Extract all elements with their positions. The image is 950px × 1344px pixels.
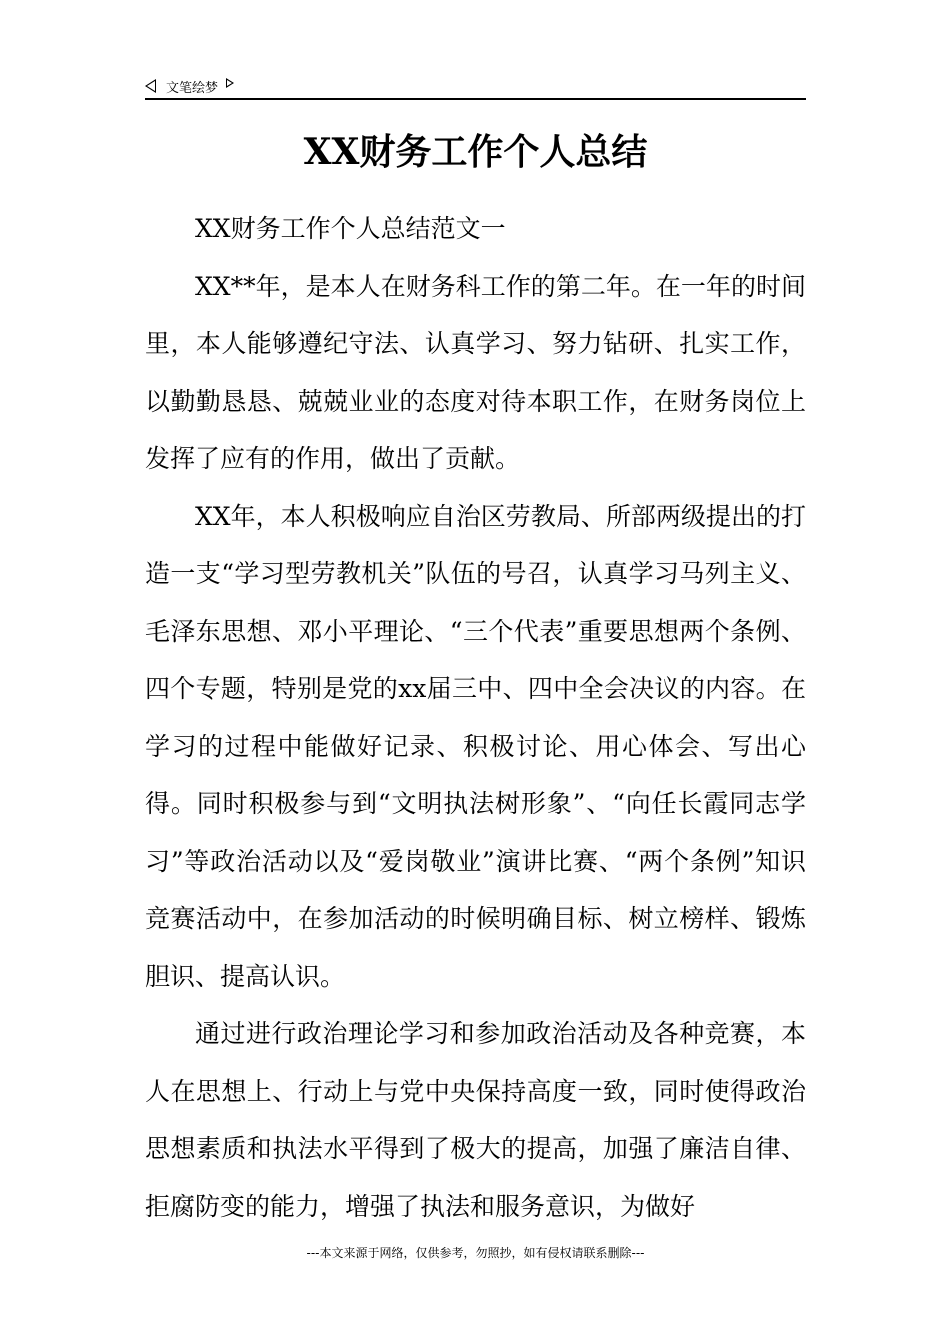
paragraph: XX年，本人积极响应自治区劳教局、所部两级提出的打造一支“学习型劳教机关”队伍的号召，认真学习马列主义、毛泽东思想、邓小平理论、“三个代表”重要思想两个条例、四个专题，特别是党的xx届三中、四中全会决议的内容。在学习的过程中能做好记录、积极讨论、用心体会、写出心得。同时积极参与到“文明执法树形象”、“向任长霞同志学习”等政治活动以及“爱岗敬业”演讲比赛、“两个条例”知识竞赛活动中，在参加活动的时候明确目标、树立榜样、锻炼胆识、提高认识。 <box>145 501 806 991</box>
paragraph: XX**年，是本人在财务科工作的第二年。在一年的时间里，本人能够遵纪守法、认真学习、努力钻研、扎实工作，以勤勤恳恳、兢兢业业的态度对待本职工作，在财务岗位上发挥了应有的作用，做出了贡献。 <box>145 271 806 473</box>
triangle-right-icon <box>226 78 234 88</box>
document-footer: ---本文来源于网络，仅供参考，勿照抄，如有侵权请联系删除--- <box>306 1246 645 1260</box>
header-brand: 文笔绘梦 <box>166 80 219 96</box>
document-body <box>145 200 806 1235</box>
triangle-left-icon <box>145 79 156 93</box>
document-title: XX财务工作个人总结 <box>303 131 648 173</box>
document-header <box>145 76 234 96</box>
paragraph: 通过进行政治理论学习和参加政治活动及各种竞赛，本人在思想上、行动上与党中央保持高度一致，同时使得政治思想素质和执法水平得到了极大的提高，加强了廉洁自律、拒腐防变的能力，增强了执法和服务意识，为做好 <box>145 1019 806 1221</box>
header-divider <box>145 98 806 100</box>
paragraph: XX财务工作个人总结范文一 <box>195 214 506 243</box>
